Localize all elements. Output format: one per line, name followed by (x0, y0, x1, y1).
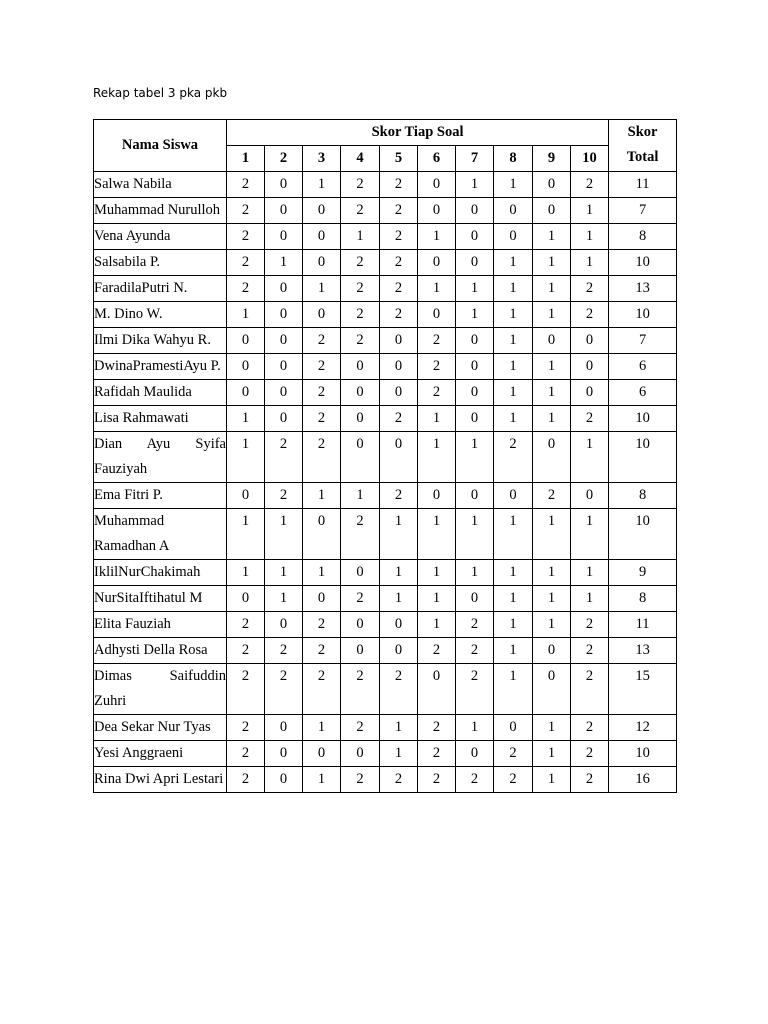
score-q4: 0 (341, 406, 380, 432)
total-score: 13 (609, 276, 677, 302)
score-q1: 0 (227, 483, 265, 509)
score-q5: 2 (380, 767, 418, 793)
score-q2: 0 (265, 741, 303, 767)
score-q4: 2 (341, 328, 380, 354)
score-q10: 2 (571, 302, 609, 328)
header-question-2: 2 (265, 146, 303, 172)
score-q1: 0 (227, 380, 265, 406)
score-q1: 2 (227, 250, 265, 276)
score-q10: 1 (571, 432, 609, 483)
score-q7: 2 (456, 612, 494, 638)
score-q2: 0 (265, 406, 303, 432)
total-score: 6 (609, 380, 677, 406)
score-q6: 2 (418, 767, 456, 793)
score-q6: 1 (418, 560, 456, 586)
score-q8: 0 (494, 715, 533, 741)
score-q9: 1 (533, 741, 571, 767)
score-q9: 1 (533, 224, 571, 250)
score-q3: 2 (303, 638, 341, 664)
score-q3: 1 (303, 172, 341, 198)
score-q1: 2 (227, 741, 265, 767)
student-name: Dian Ayu Syifa Fauziyah (94, 432, 227, 483)
score-q7: 1 (456, 432, 494, 483)
student-name: Muhammad Ramadhan A (94, 509, 227, 560)
score-q9: 1 (533, 380, 571, 406)
header-row-top (94, 120, 677, 146)
score-q7: 0 (456, 380, 494, 406)
total-score: 10 (609, 250, 677, 276)
score-q1: 2 (227, 276, 265, 302)
score-q2: 0 (265, 172, 303, 198)
total-score: 15 (609, 664, 677, 715)
total-score: 10 (609, 741, 677, 767)
score-table (93, 119, 677, 793)
score-q1: 2 (227, 172, 265, 198)
score-q7: 2 (456, 664, 494, 715)
score-q4: 2 (341, 172, 380, 198)
total-score: 10 (609, 406, 677, 432)
score-q5: 0 (380, 328, 418, 354)
score-q1: 0 (227, 586, 265, 612)
score-q6: 1 (418, 224, 456, 250)
student-name: Rafidah Maulida (94, 380, 227, 406)
score-q8: 0 (494, 224, 533, 250)
score-q5: 1 (380, 741, 418, 767)
score-q2: 0 (265, 328, 303, 354)
score-q4: 0 (341, 354, 380, 380)
score-q10: 2 (571, 664, 609, 715)
score-q10: 0 (571, 328, 609, 354)
score-q7: 0 (456, 198, 494, 224)
score-q1: 0 (227, 354, 265, 380)
score-q1: 2 (227, 224, 265, 250)
student-name: Salwa Nabila (94, 172, 227, 198)
score-q2: 1 (265, 509, 303, 560)
table-row (94, 767, 677, 793)
student-name: Elita Fauziah (94, 612, 227, 638)
score-q6: 0 (418, 172, 456, 198)
score-q6: 0 (418, 250, 456, 276)
score-q9: 1 (533, 715, 571, 741)
score-q9: 1 (533, 302, 571, 328)
header-question-1: 1 (227, 146, 265, 172)
score-q1: 1 (227, 509, 265, 560)
score-q8: 1 (494, 560, 533, 586)
header-total (609, 120, 677, 172)
score-q5: 0 (380, 638, 418, 664)
score-q3: 1 (303, 767, 341, 793)
score-q1: 1 (227, 406, 265, 432)
score-q1: 1 (227, 432, 265, 483)
score-q2: 2 (265, 483, 303, 509)
score-q4: 1 (341, 483, 380, 509)
table-row (94, 406, 677, 432)
score-q4: 2 (341, 302, 380, 328)
table-row (94, 328, 677, 354)
header-question-6: 6 (418, 146, 456, 172)
table-row (94, 664, 677, 715)
score-q6: 1 (418, 406, 456, 432)
student-name: Dea Sekar Nur Tyas (94, 715, 227, 741)
score-q4: 2 (341, 198, 380, 224)
score-q4: 1 (341, 224, 380, 250)
score-q9: 0 (533, 664, 571, 715)
score-q8: 1 (494, 638, 533, 664)
score-q5: 2 (380, 224, 418, 250)
score-q2: 1 (265, 586, 303, 612)
score-q10: 2 (571, 612, 609, 638)
document-caption: Rekap tabel 3 pka pkb (93, 86, 228, 100)
student-name: Lisa Rahmawati (94, 406, 227, 432)
score-q3: 0 (303, 586, 341, 612)
score-q3: 0 (303, 250, 341, 276)
table-body (94, 172, 677, 793)
score-q5: 2 (380, 483, 418, 509)
header-question-10: 10 (571, 146, 609, 172)
score-q5: 0 (380, 380, 418, 406)
score-q5: 1 (380, 715, 418, 741)
score-q8: 1 (494, 302, 533, 328)
score-q9: 1 (533, 509, 571, 560)
total-score: 10 (609, 302, 677, 328)
header-total-line2: Total (626, 149, 659, 165)
table-row (94, 560, 677, 586)
score-q6: 1 (418, 276, 456, 302)
score-q9: 1 (533, 586, 571, 612)
score-q3: 0 (303, 302, 341, 328)
student-name: Rina Dwi Apri Lestari (94, 767, 227, 793)
score-q10: 2 (571, 276, 609, 302)
header-total-line1: Skor (627, 124, 658, 140)
total-score: 8 (609, 224, 677, 250)
header-question-7: 7 (456, 146, 494, 172)
table-row (94, 354, 677, 380)
total-score: 7 (609, 198, 677, 224)
score-q3: 2 (303, 612, 341, 638)
score-q7: 2 (456, 767, 494, 793)
student-name: Ilmi Dika Wahyu R. (94, 328, 227, 354)
table-row (94, 380, 677, 406)
header-question-8: 8 (494, 146, 533, 172)
score-q5: 0 (380, 612, 418, 638)
score-q2: 2 (265, 432, 303, 483)
score-q8: 1 (494, 509, 533, 560)
score-q6: 0 (418, 198, 456, 224)
total-score: 7 (609, 328, 677, 354)
score-q2: 0 (265, 715, 303, 741)
score-q7: 0 (456, 354, 494, 380)
score-q5: 2 (380, 302, 418, 328)
score-q6: 2 (418, 354, 456, 380)
score-q2: 0 (265, 354, 303, 380)
score-q3: 2 (303, 664, 341, 715)
table-row (94, 612, 677, 638)
score-q7: 0 (456, 483, 494, 509)
score-q3: 0 (303, 509, 341, 560)
score-q9: 0 (533, 432, 571, 483)
table-row (94, 224, 677, 250)
score-q4: 0 (341, 741, 380, 767)
score-q9: 1 (533, 250, 571, 276)
score-q6: 0 (418, 483, 456, 509)
score-q5: 2 (380, 276, 418, 302)
score-q9: 1 (533, 354, 571, 380)
score-q2: 0 (265, 224, 303, 250)
score-q3: 2 (303, 432, 341, 483)
score-q6: 2 (418, 380, 456, 406)
score-q7: 0 (456, 328, 494, 354)
score-q3: 2 (303, 380, 341, 406)
score-q5: 1 (380, 586, 418, 612)
score-q9: 0 (533, 638, 571, 664)
header-question-3: 3 (303, 146, 341, 172)
score-q8: 1 (494, 612, 533, 638)
total-score: 12 (609, 715, 677, 741)
score-q1: 1 (227, 302, 265, 328)
score-q6: 1 (418, 509, 456, 560)
score-q8: 1 (494, 172, 533, 198)
student-name: NurSitaIftihatul M (94, 586, 227, 612)
score-q6: 2 (418, 638, 456, 664)
score-q10: 1 (571, 560, 609, 586)
score-q5: 2 (380, 198, 418, 224)
score-q8: 1 (494, 380, 533, 406)
score-q5: 1 (380, 509, 418, 560)
score-q10: 2 (571, 767, 609, 793)
score-q4: 2 (341, 509, 380, 560)
score-q3: 1 (303, 276, 341, 302)
score-q10: 2 (571, 406, 609, 432)
score-q4: 0 (341, 432, 380, 483)
total-score: 10 (609, 432, 677, 483)
score-q1: 1 (227, 560, 265, 586)
student-name: Ema Fitri P. (94, 483, 227, 509)
table-row (94, 509, 677, 560)
student-name: M. Dino W. (94, 302, 227, 328)
score-q10: 2 (571, 638, 609, 664)
score-q7: 2 (456, 638, 494, 664)
score-q7: 0 (456, 741, 494, 767)
score-q3: 2 (303, 328, 341, 354)
student-name: FaradilaPutri N. (94, 276, 227, 302)
score-q6: 2 (418, 715, 456, 741)
score-q2: 2 (265, 638, 303, 664)
score-q2: 0 (265, 612, 303, 638)
total-score: 11 (609, 172, 677, 198)
score-q10: 2 (571, 741, 609, 767)
score-q8: 1 (494, 250, 533, 276)
score-q8: 0 (494, 198, 533, 224)
score-q6: 0 (418, 664, 456, 715)
student-name: Dimas Saifuddin Zuhri (94, 664, 227, 715)
score-q9: 0 (533, 198, 571, 224)
table-row (94, 250, 677, 276)
header-question-5: 5 (380, 146, 418, 172)
table-row (94, 302, 677, 328)
score-q3: 1 (303, 483, 341, 509)
score-q6: 0 (418, 302, 456, 328)
total-score: 11 (609, 612, 677, 638)
score-q9: 0 (533, 172, 571, 198)
score-q5: 2 (380, 664, 418, 715)
score-q10: 2 (571, 715, 609, 741)
score-q1: 2 (227, 612, 265, 638)
header-name: Nama Siswa (94, 120, 227, 172)
score-q1: 2 (227, 664, 265, 715)
total-score: 8 (609, 586, 677, 612)
score-q10: 1 (571, 250, 609, 276)
score-q7: 0 (456, 250, 494, 276)
table-row (94, 432, 677, 483)
score-q9: 1 (533, 767, 571, 793)
header-scores: Skor Tiap Soal (227, 120, 609, 146)
score-q1: 2 (227, 198, 265, 224)
score-q2: 2 (265, 664, 303, 715)
score-q10: 1 (571, 198, 609, 224)
score-q2: 0 (265, 302, 303, 328)
score-q7: 1 (456, 172, 494, 198)
score-q5: 2 (380, 250, 418, 276)
score-q2: 1 (265, 560, 303, 586)
score-q2: 0 (265, 380, 303, 406)
score-q4: 0 (341, 638, 380, 664)
score-q8: 2 (494, 767, 533, 793)
score-q8: 1 (494, 276, 533, 302)
score-q10: 0 (571, 483, 609, 509)
score-q5: 0 (380, 354, 418, 380)
score-q4: 2 (341, 767, 380, 793)
score-q5: 1 (380, 560, 418, 586)
student-name: Adhysti Della Rosa (94, 638, 227, 664)
score-q8: 2 (494, 741, 533, 767)
total-score: 9 (609, 560, 677, 586)
table-row (94, 741, 677, 767)
score-q9: 0 (533, 328, 571, 354)
total-score: 16 (609, 767, 677, 793)
score-q4: 2 (341, 715, 380, 741)
score-q4: 2 (341, 250, 380, 276)
total-score: 10 (609, 509, 677, 560)
student-name: Muhammad Nurulloh (94, 198, 227, 224)
score-q8: 1 (494, 664, 533, 715)
score-q6: 2 (418, 741, 456, 767)
score-q10: 2 (571, 172, 609, 198)
score-q5: 0 (380, 432, 418, 483)
score-q1: 2 (227, 715, 265, 741)
score-q10: 0 (571, 354, 609, 380)
table-row (94, 483, 677, 509)
score-q2: 0 (265, 198, 303, 224)
total-score: 6 (609, 354, 677, 380)
score-q4: 0 (341, 560, 380, 586)
score-q1: 0 (227, 328, 265, 354)
student-name: IklilNurChakimah (94, 560, 227, 586)
score-q9: 1 (533, 276, 571, 302)
score-q6: 1 (418, 432, 456, 483)
table-row (94, 586, 677, 612)
total-score: 8 (609, 483, 677, 509)
score-q9: 1 (533, 560, 571, 586)
score-q3: 2 (303, 354, 341, 380)
score-q4: 0 (341, 612, 380, 638)
score-q9: 2 (533, 483, 571, 509)
score-q3: 1 (303, 715, 341, 741)
score-q7: 0 (456, 224, 494, 250)
table-row (94, 715, 677, 741)
score-q8: 1 (494, 586, 533, 612)
score-q2: 1 (265, 250, 303, 276)
score-q8: 1 (494, 406, 533, 432)
score-q5: 2 (380, 172, 418, 198)
score-q7: 1 (456, 509, 494, 560)
total-score: 13 (609, 638, 677, 664)
score-q4: 2 (341, 276, 380, 302)
table-row (94, 172, 677, 198)
score-q4: 2 (341, 586, 380, 612)
table-row (94, 638, 677, 664)
score-q7: 1 (456, 302, 494, 328)
score-q7: 0 (456, 406, 494, 432)
student-name: DwinaPramestiAyu P. (94, 354, 227, 380)
score-q6: 1 (418, 586, 456, 612)
score-q9: 1 (533, 612, 571, 638)
score-q8: 0 (494, 483, 533, 509)
score-q2: 0 (265, 276, 303, 302)
score-q5: 2 (380, 406, 418, 432)
score-q10: 1 (571, 586, 609, 612)
score-q3: 1 (303, 560, 341, 586)
score-q4: 0 (341, 380, 380, 406)
score-q6: 2 (418, 328, 456, 354)
student-name: Salsabila P. (94, 250, 227, 276)
score-q3: 0 (303, 741, 341, 767)
score-q7: 1 (456, 715, 494, 741)
score-q10: 1 (571, 509, 609, 560)
score-q8: 2 (494, 432, 533, 483)
score-q3: 0 (303, 198, 341, 224)
score-q8: 1 (494, 354, 533, 380)
header-question-4: 4 (341, 146, 380, 172)
table-row (94, 276, 677, 302)
score-q6: 1 (418, 612, 456, 638)
score-q10: 0 (571, 380, 609, 406)
score-q2: 0 (265, 767, 303, 793)
score-q1: 2 (227, 638, 265, 664)
score-q3: 2 (303, 406, 341, 432)
header-question-9: 9 (533, 146, 571, 172)
student-name: Vena Ayunda (94, 224, 227, 250)
score-q8: 1 (494, 328, 533, 354)
table-row (94, 198, 677, 224)
score-q9: 1 (533, 406, 571, 432)
student-name: Yesi Anggraeni (94, 741, 227, 767)
score-q7: 1 (456, 560, 494, 586)
score-q7: 1 (456, 276, 494, 302)
score-q7: 0 (456, 586, 494, 612)
score-q10: 1 (571, 224, 609, 250)
score-q3: 0 (303, 224, 341, 250)
score-q4: 2 (341, 664, 380, 715)
score-q1: 2 (227, 767, 265, 793)
